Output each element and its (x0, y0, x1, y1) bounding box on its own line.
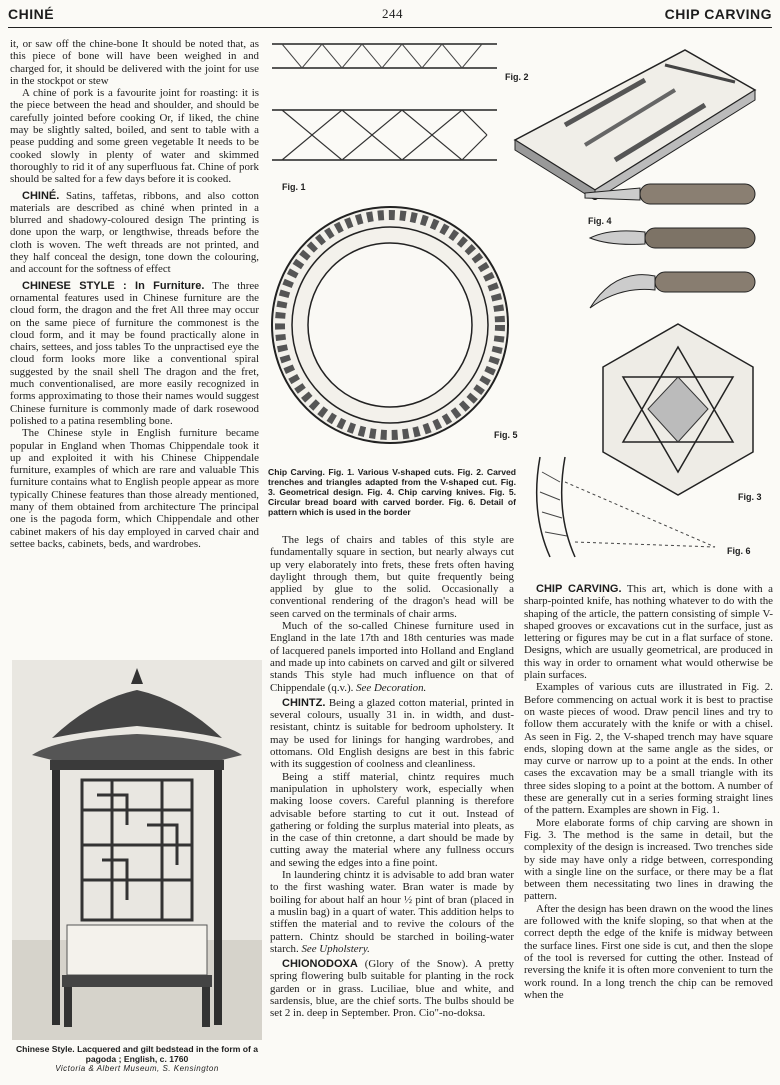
fig6-border-detail (520, 452, 720, 562)
paragraph: In laundering chintz it is advisable to add bran water to the first washing water. Bran water is made by boiling for about half an hour ½ pint of bran (placed in a muslin bag) in a quart of water. This addition helps to stiffen the material and to revive the colours of the pattern. Chintz should be starched in boiling-water starch. (270, 869, 514, 955)
fig5-label: Fig. 5 (494, 430, 518, 440)
entry-text: Satins, taffetas, ribbons, and also cotton materials are described as chiné when printed in a blurred and shadowy-coloured design The printing is done upon the warp, or lengthwise, threads before the cloth is woven. The weft threads are not printed, and they half conceal the design, tone down the colouring, and account for the softness of effect (10, 189, 259, 276)
column-3 (524, 583, 773, 1001)
entry-text: The three ornamental features used in Chinese furniture are the cloud form, the dragon and the fret All three may occur on the same piece of furniture the commonest is the cloud form, and it may be found practically alone in chairs, settees, and joss tables To the unpractised eye the cloud form looks more like a conventional spiral suggested by the snail shell The dragon and the fret, much conventionalised, are more easily recognized in forms approximating to those their names would suggest Chinese furniture is commonly made of dark rosewood polished to a patina resembling bone. (10, 279, 260, 427)
header-right: CHIP CARVING (664, 6, 772, 22)
entry-heading: CHIONODOXA (282, 958, 358, 971)
page-number: 244 (382, 6, 403, 21)
pagoda-bed-illustration (12, 660, 262, 1040)
paragraph: Examples of various cuts are illustrated in Fig. 2. Before commencing on actual work it is best to practise on waste pieces of wood. Draw pencil lines and try to follow them accurately with the knife or with a chisel. As seen in Fig. 2, the V-shaped trench may have square ends, sloping down at the same angle as the sides, or may curve or narrow up to a point at the ends. In other cases the excavation may be a small triangle with its three sides sloping to a point at the bottom. A number of these are generally cut in a series forming straight lines of the pattern. Examples are shown in Fig. 1. (524, 681, 773, 817)
fig3-label: Fig. 3 (738, 492, 762, 502)
entry-heading: CHINÉ. (22, 189, 60, 202)
paragraph: The Chinese style in English furniture became popular in England when Thomas Chippendale took it up and exploited it with his Chinese Chippendale furniture, examples of which are rare and valuable This furniture contains what to English people appear as more typically Chinese features than those already mentioned, many of them obtained from architecture The principal one is the pagoda form, which Chippendale and other cabinet makers of his day employed in carved chair and settee backs, cabinets, beds, and wardrobes. (10, 427, 259, 550)
header-rule (8, 27, 772, 28)
entry-text: This art, which is done with a sharp-pointed knife, has nothing whatever to do with the shaping of the article, the pattern consisting of simple V-shaped grooves or excavations cut in the surface, just as lettering or figures may be cut in a flat surface of stone. Designs, which are usually geometrical, are produced in this way in order to ornament what would otherwise be plain surfaces. (524, 583, 773, 682)
bed-credit: Victoria & Albert Museum, S. Kensington (55, 1064, 219, 1073)
paragraph: More elaborate forms of chip carving are shown in Fig. 3. The method is the same in detail, but the complexity of the design is increased. Two trenches side by side may have only a ridge between, corresponding with a single line on the surface, or there may be a flat between them necessitating two lines in drawing the pattern. (524, 816, 773, 903)
column-2 (270, 534, 514, 1020)
entry-heading: CHINTZ. (282, 696, 326, 709)
entry-heading: CHINESE STYLE : In Furniture. (22, 279, 205, 292)
fig2-label: Fig. 2 (505, 72, 529, 82)
paragraph: it, or saw off the chine-bone It should be noted that, as this piece of bone will have been weighed in and charged for, it should be delivered with the joint for use in the stockpot or stew (10, 38, 259, 87)
see-reference: See Decoration. (356, 681, 427, 694)
fig4-knives (580, 178, 760, 328)
bed-caption-text: Chinese Style. Lacquered and gilt bedstead in the form of a pagoda ; English, c. 1760 (15, 1044, 259, 1064)
entry-text: (Glory of the Snow). A pretty spring flowering bulb suitable for planting in the rock garden or in grass. Luciliae, blue and white, and sardensis, blue, are the chief sorts. The bulbs should be set 2 in. deep in September. Pron. Cio"-no-doksa. (270, 958, 514, 1020)
fig6-label: Fig. 6 (727, 546, 751, 556)
fig2-carved-board (505, 30, 760, 200)
fig5-bread-board (270, 190, 510, 460)
entry-heading: CHIP CARVING. (536, 583, 622, 595)
bed-caption (12, 1044, 262, 1074)
paragraph: Being a stiff material, chintz requires much manipulation in upholstery work, especially when making loose covers. Careful planning is therefore advisable before starting to cut it out. Instead of gathering or folding the surplus material into pleats, as in the case of thin cretonne, a dart should be made by cutting away the material where any fullness occurs and sewing the edges into a fine point. (270, 770, 514, 869)
fig1-label: Fig. 1 (282, 182, 306, 192)
paragraph: Much of the so-called Chinese furniture used in England in the late 17th and 18th centuries was made of lacquered panels imported into Holland and England and made up into cabinets on carved and gilt or silvered stands This style had much influence on that of Chippendale (q.v.). (270, 620, 514, 694)
fig4-label: Fig. 4 (588, 216, 612, 226)
fig1-v-cuts (272, 40, 497, 180)
paragraph: The legs of chairs and tables of this style are fundamentally square in section, but nearly always cut up very elaborately into frets, these frets often having daylight through them, but quite frequently being applied by glue to the solid. Occasionally a conventional rendering of the dragon's head will be seen carved on the terminals of chair arms. (270, 534, 514, 620)
column-1 (10, 38, 259, 550)
see-reference: See Upholstery. (301, 942, 370, 955)
paragraph: After the design has been drawn on the wood the lines are followed with the knife sloping, so that when at the correct depth the edge of the knife is midway between the surface lines. First one side is cut, and then the slope of the tool is reversed for cutting the other. Instead of reversing the knife it is often more convenient to turn the work round. In a long trench the chip can be removed when the (524, 902, 773, 1001)
paragraph: A chine of pork is a favourite joint for roasting: it is the piece between the head and shoulder, and should be carefully jointed before cooking Or, if liked, the chine may be slightly salted, boiled, and sent to table with a pease pudding and some green vegetable It needs to be cooked slowly in plenty of water and skimmed thoroughly to rid it of any superfluous fat. Chine of pork should be salted for a few days before it is cooked. (10, 87, 259, 186)
header-left: CHINÉ (8, 6, 55, 22)
running-header (8, 6, 772, 28)
figure-caption: Chip Carving. Fig. 1. Various V-shaped cuts. Fig. 2. Carved trenches and triangles adapted from the V-shaped cut. Fig. 3. Geometrical design. Fig. 4. Chip carving knives. Fig. 5. Circular bread board with carved border. Fig. 6. Detail of pattern which is used in the border (268, 467, 516, 517)
entry-text: Being a glazed cotton material, printed in several colours, usually 31 in. in width, and dust-resistant, chintz is suitable for bedroom upholstery. It may be used for linings for hanging wardrobes, and ottomans. Old English designs are best in this fabric with its suggestion of coolness and cleanliness. (270, 696, 514, 771)
